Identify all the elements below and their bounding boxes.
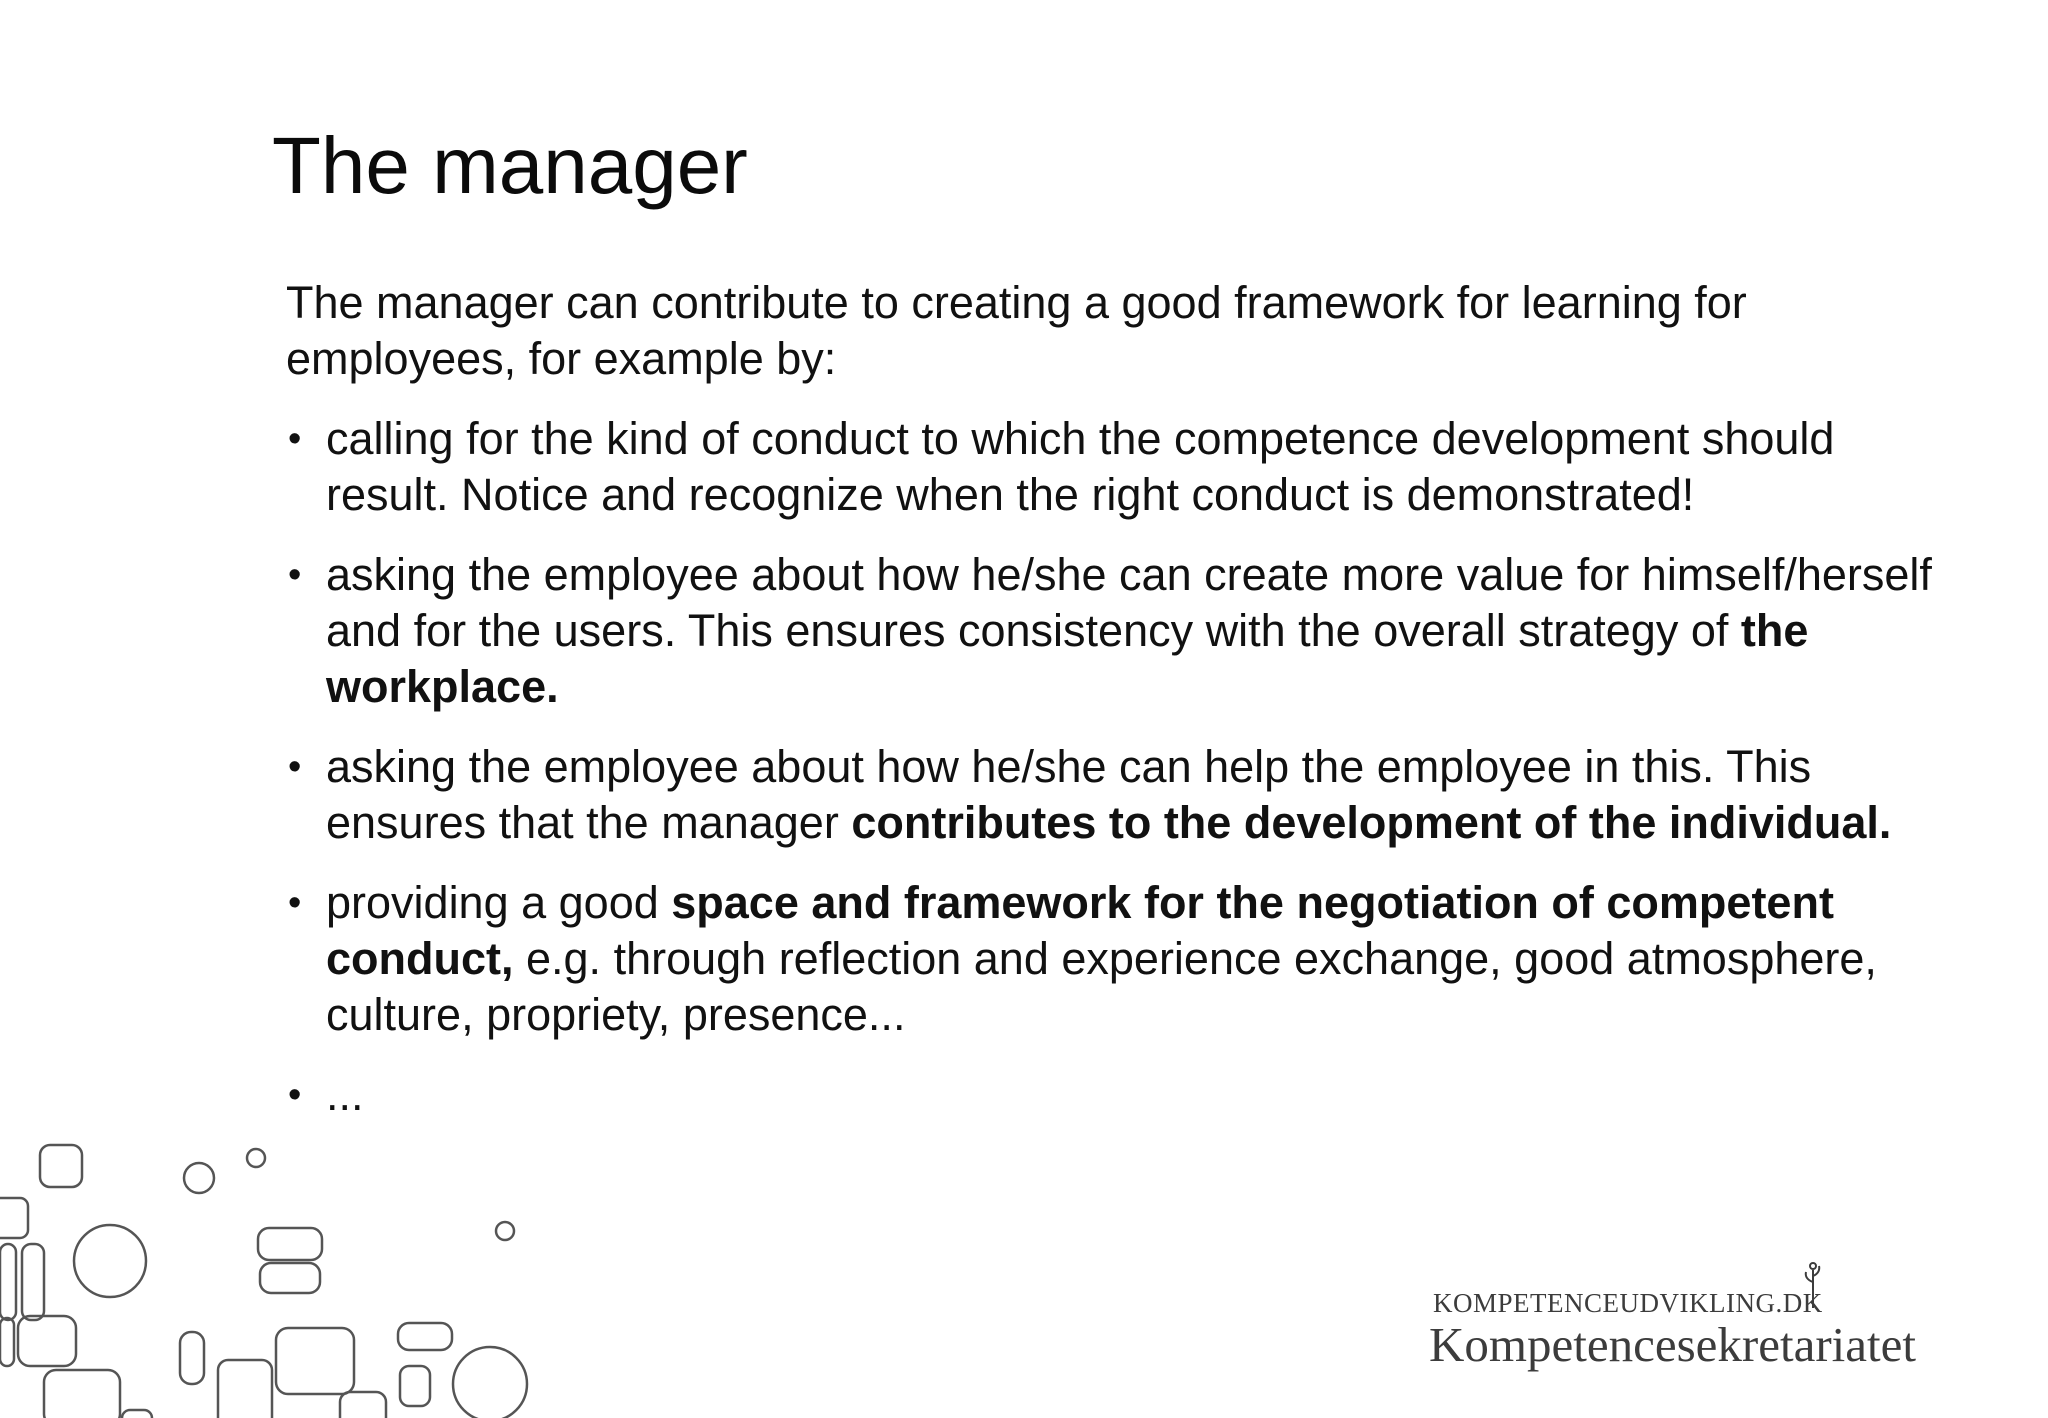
bullet-text: ... [326,1069,364,1120]
bullet-list [286,411,1946,1123]
slide-title: The manager [272,121,748,210]
bullet-dot: • [288,882,302,924]
bullet-text: calling for the kind of conduct to which the competence development should result. Notice and recognize when the right conduct is demonstrated! [326,413,1835,520]
bullet-dot: • [288,554,302,596]
bullet-text-bold: the workplace. [326,605,1809,712]
decor-shape [218,1360,272,1418]
bullet-item [286,875,1946,1043]
intro-text: The manager can contribute to creating a good framework for learning for employees, for example by: [286,277,1747,384]
decor-shape [122,1410,152,1418]
bullet-text-bold: space and framework for the negotiation of competent conduct, [326,877,1834,984]
bullet-text-bold: contributes to the development of the individual. [851,797,1892,848]
decor-shape [74,1225,146,1297]
decor-shape [0,1244,16,1320]
decor-shape [22,1244,44,1320]
bullet-text: asking the employee about how he/she can help the employee in this. This ensures that the manager [326,741,1812,848]
decor-shape [184,1163,214,1193]
bullet-dot: • [288,1074,302,1116]
slide-body [286,275,1946,1147]
decor-shape [18,1316,76,1366]
decor-shape [44,1370,120,1418]
decor-shape [453,1347,527,1418]
decor-shape [400,1366,430,1406]
decor-shape [40,1145,82,1187]
logo [1425,1260,1985,1370]
decorative-shapes [0,1120,560,1418]
bullet-text: asking the employee about how he/she can create more value for himself/herself and for the users. This ensures consistency with the overall strategy of [326,549,1932,656]
bullet-item [286,1067,1946,1123]
decor-shape [276,1328,354,1394]
decor-shape [180,1332,204,1384]
decor-shape [247,1149,265,1167]
bullet-text: providing a good [326,877,672,928]
logo-top-line: KOMPETENCEUDVIKLING.DK [1433,1288,1823,1318]
decor-shape [260,1263,320,1293]
bullet-dot: • [288,746,302,788]
decor-shape [398,1323,452,1350]
decor-shape [0,1198,28,1238]
logo-bottom-line: Kompetencesekretariatet [1429,1317,1917,1372]
decor-shape [340,1392,386,1418]
bullet-text: e.g. through reflection and experience exchange, good atmosphere, culture, propriety, presence... [326,933,1877,1040]
decor-shape [0,1318,14,1366]
decor-shape [496,1222,514,1240]
decor-shape [258,1228,322,1260]
bullet-dot: • [288,418,302,460]
bullet-item [286,411,1946,523]
bullet-item [286,739,1946,851]
bullet-item [286,547,1946,715]
